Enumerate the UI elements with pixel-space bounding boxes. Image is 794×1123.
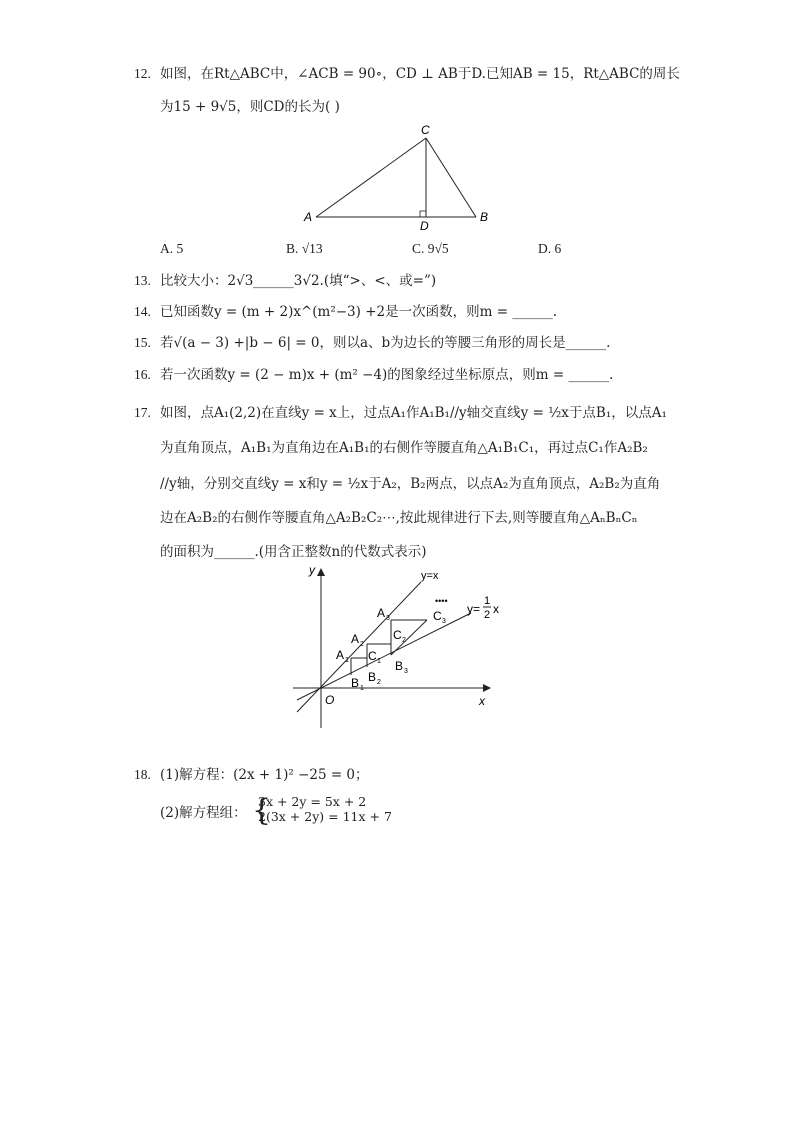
label-a1: A xyxy=(336,648,345,662)
label-a1-sub: 1 xyxy=(345,657,349,664)
label-a3: A xyxy=(377,606,386,620)
label-c2: C xyxy=(393,628,402,642)
question-14 xyxy=(134,302,557,322)
line-half-x-den: 2 xyxy=(484,609,491,621)
triangle-figure xyxy=(300,120,500,235)
line-half-x-prefix: y= xyxy=(467,602,481,616)
question-15 xyxy=(134,333,610,353)
x-axis-label: x xyxy=(479,694,485,708)
question-13 xyxy=(134,271,436,291)
label-a3-sub: 3 xyxy=(386,615,390,622)
y-axis-label: y xyxy=(309,563,315,577)
question-text: 比较大小：2√3______3√2.(填“>、<、或=”) xyxy=(160,273,437,289)
question-12 xyxy=(134,64,680,84)
option-b: B. √13 xyxy=(286,241,323,256)
label-c3-sub: 3 xyxy=(442,618,446,625)
option-a: A. 5 xyxy=(160,241,184,256)
question-number: 16. xyxy=(134,367,151,382)
system-brace: { xyxy=(252,793,272,828)
question-number: 13. xyxy=(134,273,151,288)
line-half-x-suffix: x xyxy=(493,602,499,616)
question-part1: (1)解方程：(2x + 1)² −25 = 0； xyxy=(160,767,369,783)
question-number: 18. xyxy=(134,767,151,782)
question-18 xyxy=(134,765,369,785)
question-text: 已知函数y = (m + 2)x^(m²−3) +2是一次函数，则m = ______. xyxy=(160,304,558,320)
label-b1: B xyxy=(351,676,360,690)
question-text-line2: 为15 + 9√5，则CD的长为( ) xyxy=(160,99,340,115)
question-text: 若√(a − 3) +|b − 6| = 0，则以a、b为边长的等腰三角形的周长是______. xyxy=(160,335,611,351)
question-text-line1: 如图，点A₁(2,2)在直线y = x上，过点A₁作A₁B₁//y轴交直线y = ½x于点B₁，以点A₁ xyxy=(160,405,667,421)
label-b3: B xyxy=(395,659,404,673)
label-a2-sub: 2 xyxy=(360,641,364,648)
label-d: D xyxy=(420,219,429,233)
label-c1: C xyxy=(368,649,377,663)
line-y-eq-x-label: y=x xyxy=(421,570,439,582)
question-text-line5: 的面积为______.(用含正整数n的代数式表示) xyxy=(160,544,427,560)
label-a: A xyxy=(304,210,313,224)
continuation-dots: •••• xyxy=(435,596,448,606)
label-a2: A xyxy=(351,632,360,646)
coordinate-figure xyxy=(285,560,515,732)
label-b1-sub: 1 xyxy=(360,685,364,692)
question-text-line3: //y轴，分别交直线y = x和y = ½x于A₂，B₂两点，以点A₂为直角顶点，A₂B₂为直角 xyxy=(160,476,661,492)
line-half-x-num: 1 xyxy=(484,595,491,607)
question-number: 17. xyxy=(134,405,151,420)
system-eq2: 2(3x + 2y) = 11x + 7 xyxy=(258,809,392,824)
question-16 xyxy=(134,365,613,385)
label-b3-sub: 3 xyxy=(404,668,408,675)
label-c2-sub: 2 xyxy=(402,637,406,644)
question-number: 14. xyxy=(134,304,151,319)
question-17 xyxy=(134,403,667,423)
question-text-line4: 边在A₂B₂的右侧作等腰直角△A₂B₂C₂⋯,按此规律进行下去,则等腰直角△AₙBₙCₙ xyxy=(160,510,638,526)
question-text-line1: 如图，在Rt△ABC中，∠ACB = 90∘，CD ⊥ AB于D.已知AB = 15，Rt△ABC的周长 xyxy=(160,66,680,82)
question-number: 15. xyxy=(134,335,151,350)
question-part2-label: (2)解方程组： xyxy=(160,805,247,821)
question-number: 12. xyxy=(134,66,151,81)
option-c: C. 9√5 xyxy=(412,241,449,256)
label-c3: C xyxy=(433,609,442,623)
label-b2-sub: 2 xyxy=(377,679,381,686)
option-d: D. 6 xyxy=(538,241,562,256)
question-text: 若一次函数y = (2 − m)x + (m² −4)的图象经过坐标原点，则m = ______. xyxy=(160,367,614,383)
label-c1-sub: 1 xyxy=(377,658,381,665)
label-b: B xyxy=(480,210,489,224)
question-text-line2: 为直角顶点，A₁B₁为直角边在A₁B₁的右侧作等腰直角△A₁B₁C₁，再过点C₁作A₂B₂ xyxy=(160,440,648,456)
label-b2: B xyxy=(368,670,377,684)
system-eq1: 3x + 2y = 5x + 2 xyxy=(258,794,367,809)
origin-label: O xyxy=(325,693,335,707)
label-c: C xyxy=(421,123,430,137)
